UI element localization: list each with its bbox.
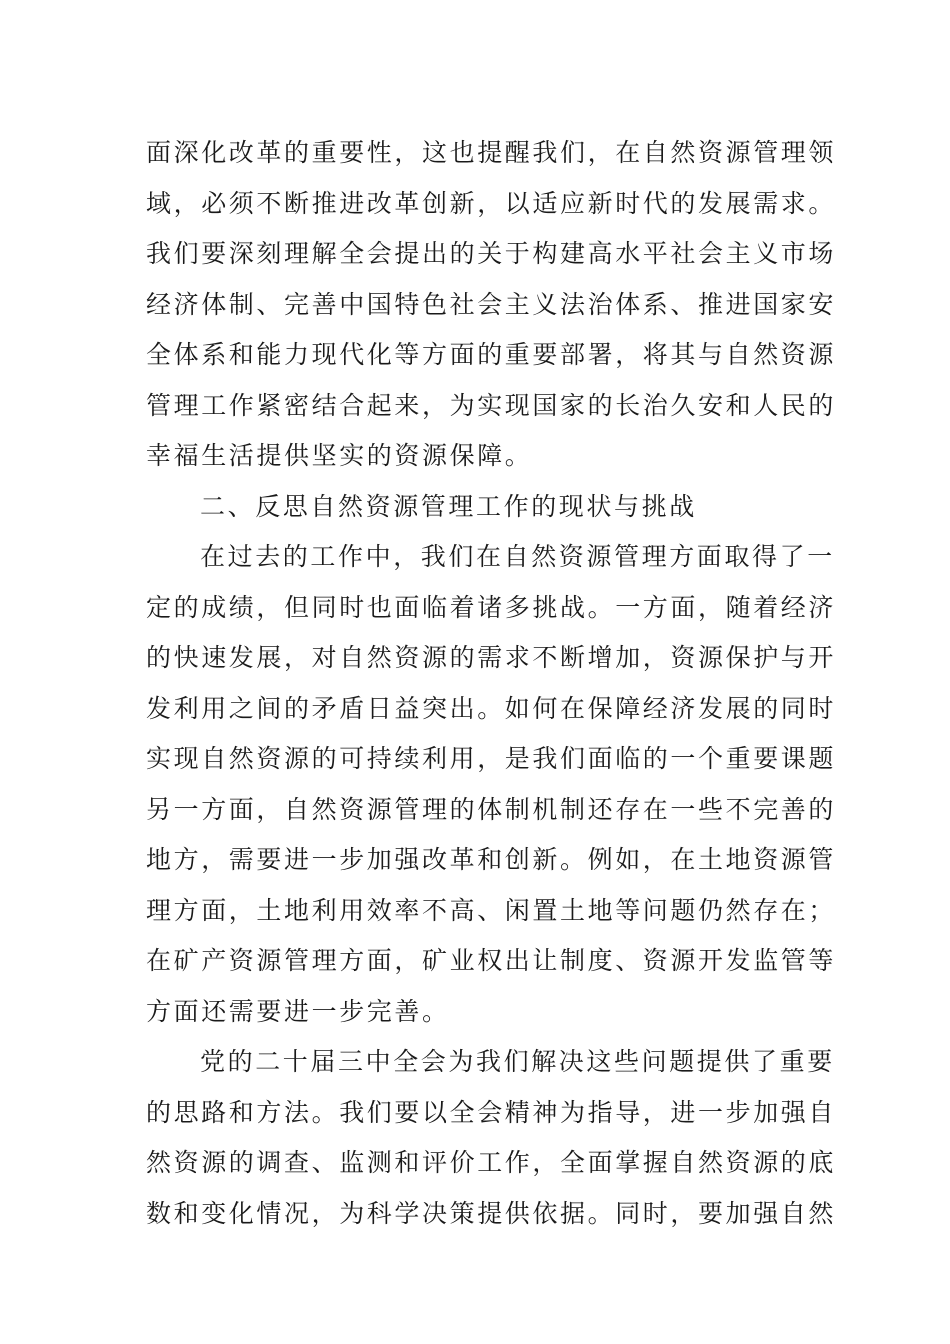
text-line: 在矿产资源管理方面，矿业权出让制度、资源开发监管等 — [146, 946, 837, 975]
text-line: 的快速发展，对自然资源的需求不断增加，资源保护与开 — [146, 643, 837, 672]
text-line: 理方面，土地利用效率不高、闲置土地等问题仍然存在； — [146, 895, 837, 925]
text-line: 经济体制、完善中国特色社会主义法治体系、推进国家安 — [146, 289, 837, 319]
text-line: 地方，需要进一步加强改革和创新。例如，在土地资源管 — [146, 845, 837, 874]
text-line: 定的成绩，但同时也面临着诸多挑战。一方面，随着经济 — [146, 592, 837, 622]
text-line: 域，必须不断推进改革创新，以适应新时代的发展需求。 — [146, 188, 837, 218]
section-heading: 二、反思自然资源管理工作的现状与挑战 — [200, 491, 697, 521]
text-line: 方面还需要进一步完善。 — [146, 996, 450, 1026]
text-line: 另一方面，自然资源管理的体制机制还存在一些不完善的 — [146, 794, 837, 824]
text-line: 党的二十届三中全会为我们解决这些问题提供了重要 — [200, 1047, 835, 1076]
text-line: 幸福生活提供坚实的资源保障。 — [146, 441, 533, 470]
text-line: 的思路和方法。我们要以全会精神为指导，进一步加强自 — [146, 1097, 837, 1127]
text-line: 然资源的调查、监测和评价工作，全面掌握自然资源的底 — [146, 1148, 837, 1177]
text-line: 面深化改革的重要性，这也提醒我们，在自然资源管理领 — [146, 138, 837, 167]
text-line: 数和变化情况，为科学决策提供依据。同时，要加强自然 — [146, 1198, 837, 1228]
text-line: 在过去的工作中，我们在自然资源管理方面取得了一 — [200, 542, 835, 571]
text-line: 管理工作紧密结合起来，为实现国家的长治久安和人民的 — [146, 390, 837, 420]
text-line: 我们要深刻理解全会提出的关于构建高水平社会主义市场 — [146, 239, 837, 268]
text-line: 全体系和能力现代化等方面的重要部署，将其与自然资源 — [146, 340, 837, 369]
text-line: 实现自然资源的可持续利用，是我们面临的一个重要课题 — [146, 744, 837, 773]
document-body — [146, 128, 837, 1239]
text-line: 发利用之间的矛盾日益突出。如何在保障经济发展的同时 — [146, 693, 837, 723]
